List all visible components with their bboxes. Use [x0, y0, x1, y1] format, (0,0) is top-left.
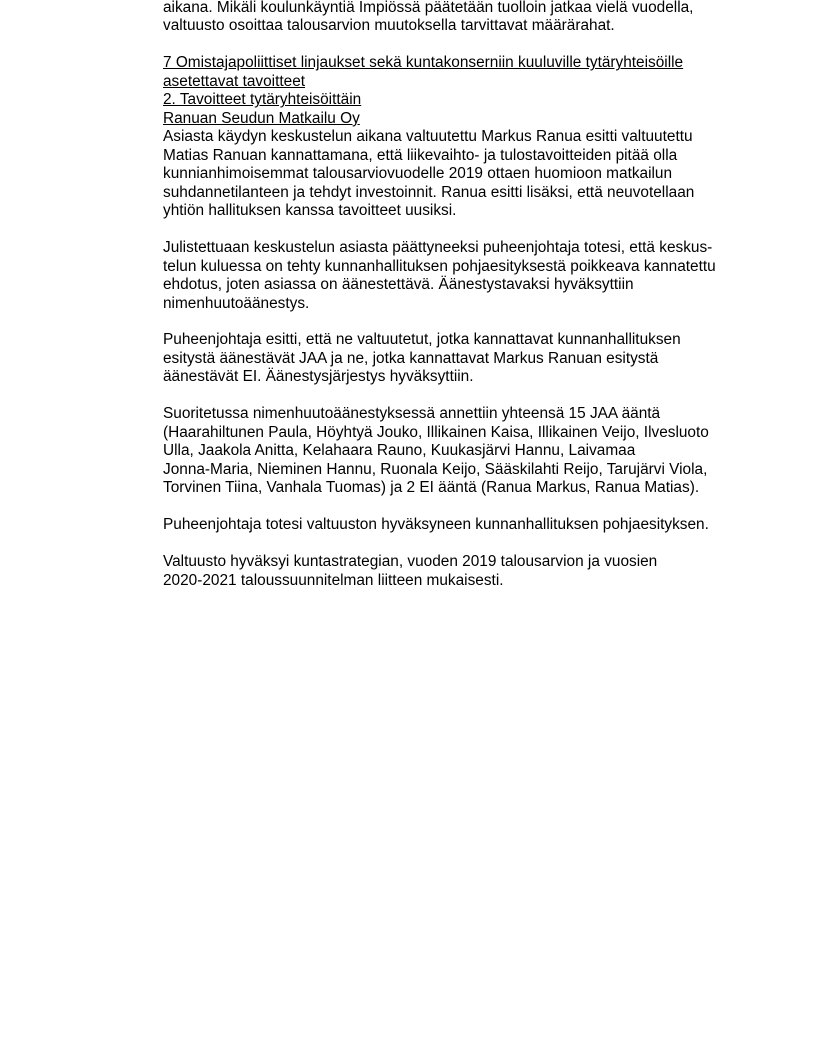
text-line: kunnianhimoisemmat talousarviovuodelle 2019 ottaen huomioon matkailun	[163, 165, 673, 183]
text-line: aikana. Mikäli koulunkäyntiä Impiössä päätetään tuolloin jatkaa vielä vuodella,	[163, 0, 694, 16]
text-line: Julistettuaan keskustelun asiasta päättyneeksi puheenjohtaja totesi, että keskus-	[163, 239, 713, 257]
paragraph	[163, 239, 763, 313]
paragraph-gap	[163, 498, 763, 516]
paragraph-gap	[163, 535, 763, 553]
text-line: äänestävät EI. Äänestysjärjestys hyväksyttiin.	[163, 368, 474, 386]
text-line: Asiasta käydyn keskustelun aikana valtuutettu Markus Ranua esitti valtuutettu	[163, 128, 693, 146]
text-line: 2. Tavoitteet tytäryhteisöittäin	[163, 91, 362, 109]
text-line: nimenhuutoäänestys.	[163, 294, 310, 312]
paragraph	[163, 128, 763, 220]
paragraph-gap	[163, 387, 763, 405]
text-line: Puheenjohtaja esitti, että ne valtuutetut, jotka kannattavat kunnanhallituksen	[163, 331, 681, 349]
text-line: Matias Ranuan kannattamana, että liikevaihto- ja tulostavoitteiden pitää olla	[163, 146, 678, 164]
text-line: 7 Omistajapoliittiset linjaukset sekä kuntakonserniin kuuluville tytäryhteisöille	[163, 54, 684, 72]
section-heading	[163, 54, 763, 128]
text-line: esitystä äänestävät JAA ja ne, jotka kannattavat Markus Ranuan esitystä	[163, 349, 659, 367]
paragraph-gap	[163, 313, 763, 331]
text-line: Suoritetussa nimenhuutoäänestyksessä annettiin yhteensä 15 JAA ääntä	[163, 405, 661, 423]
text-line: asetettavat tavoitteet	[163, 72, 306, 90]
text-line: valtuusto osoittaa talousarvion muutoksella tarvittavat määrärahat.	[163, 17, 615, 35]
paragraph-gap	[163, 221, 763, 239]
text-line: 2020-2021 taloussuunnitelman liitteen mukaisesti.	[163, 571, 504, 589]
paragraph-gap	[163, 36, 763, 54]
text-line: Torvinen Tiina, Vanhala Tuomas) ja 2 EI ääntä (Ranua Markus, Ranua Matias).	[163, 479, 700, 497]
paragraph	[163, 405, 763, 497]
text-line: Ulla, Jaakola Anitta, Kelahaara Rauno, Kuukasjärvi Hannu, Laivamaa	[163, 442, 636, 460]
text-line: Puheenjohtaja totesi valtuuston hyväksyneen kunnanhallituksen pohjaesityksen.	[163, 516, 709, 534]
text-line: Jonna-Maria, Nieminen Hannu, Ruonala Keijo, Sääskilahti Reijo, Tarujärvi Viola,	[163, 460, 708, 478]
text-line: yhtiön hallituksen kanssa tavoitteet uusiksi.	[163, 202, 457, 220]
paragraph	[163, 0, 763, 36]
text-line: ehdotus, joten asiassa on äänestettävä. Äänestystavaksi hyväksyttiin	[163, 276, 634, 294]
paragraph	[163, 331, 763, 386]
document-body	[163, 0, 763, 590]
text-line: Ranuan Seudun Matkailu Oy	[163, 109, 360, 127]
text-line: suhdannetilanteen ja tehdyt investoinnit. Ranua esitti lisäksi, että neuvotellaan	[163, 183, 695, 201]
paragraph	[163, 516, 763, 534]
paragraph	[163, 553, 763, 590]
text-line: (Haarahiltunen Paula, Höyhtyä Jouko, Illikainen Kaisa, Illikainen Veijo, Ilvesluoto	[163, 423, 709, 441]
text-line: telun kuluessa on tehty kunnanhallituksen pohjaesityksestä poikkeava kannatettu	[163, 257, 716, 275]
text-line: Valtuusto hyväksyi kuntastrategian, vuoden 2019 talousarvion ja vuosien	[163, 553, 658, 571]
